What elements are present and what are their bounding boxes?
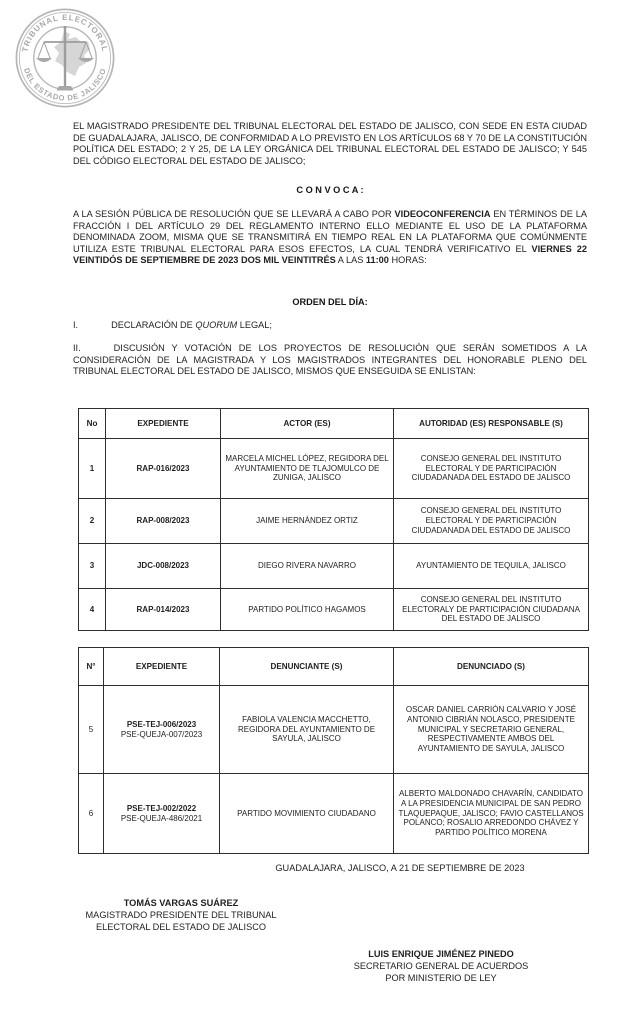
col-header-denunciado: DENUNCIADO (S) [394, 648, 589, 686]
tribunal-seal-logo [14, 8, 116, 108]
cell-autoridad: CONSEJO GENERAL DEL INSTITUTO ELECTORALY DE PARTICIPACIÓN CIUDADANA DEL ESTADO DE JALISCO [394, 589, 589, 631]
table-row [79, 544, 589, 589]
secretario-title-line1: SECRETARIO GENERAL DE ACUERDOS [353, 961, 529, 971]
cases-table-sancionadores [78, 647, 589, 854]
cell-autoridad: CONSEJO GENERAL DEL INSTITUTO ELECTORAL Y DE PARTICIPACIÓN CIUDADANADA DEL ESTADO DE JALISCO [394, 439, 589, 499]
convoca-heading: C O N V O C A : [296, 185, 364, 195]
cell-actor: DIEGO RIVERA NAVARRO [221, 544, 394, 589]
magistrado-name: TOMÁS VARGAS SUÁREZ [123, 898, 239, 908]
cell-expediente: RAP-016/2023 [106, 439, 221, 499]
col-header-expediente: EXPEDIENTE [106, 409, 221, 439]
secretario-name: LUIS ENRIQUE JIMÉNEZ PINEDO [368, 949, 514, 959]
cell-no: 5 [79, 686, 104, 774]
orden-del-dia-heading: ORDEN DEL DÍA: [292, 297, 368, 307]
cell-no: 3 [79, 544, 106, 589]
agenda-item-1: I. DECLARACIÓN DE QUORUM LEGAL; [73, 320, 272, 330]
cell-no: 6 [79, 774, 104, 854]
table-row [79, 589, 589, 631]
col-header-no: N° [79, 648, 104, 686]
cell-expediente: PSE-TEJ-006/2023 PSE-QUEJA-007/2023 [104, 686, 220, 774]
cell-actor: JAIME HERNÁNDEZ ORTIZ [221, 499, 394, 544]
session-paragraph: A LA SESIÓN PÚBLICA DE RESOLUCIÓN QUE SE LLEVARÁ A CABO POR VIDEOCONFERENCIA EN TÉRMINOS DE LA FRACCIÓN I DEL ARTÍCULO 29 DEL REGLAMENTO INTERNO ELLO MEDIANTE EL USO DE LA PLATAFORMA DENOMINADA ZOOM, MISMA QUE SE TRANSMITIRÁ EN TIEMPO REAL EN LA PLATAFORMA QUE COMÚNMENTE UTILIZA ESTE TRIBUNAL ELECTORAL PARA ESOS EFECTOS, LA CUAL TENDRÁ VERIFICATIVO EL VIERNES 22 VEINTIDÓS DE SEPTIEMBRE DE 2023 DOS MIL VEINTITRÉS A LAS 11:00 HORAS: [73, 209, 587, 266]
cell-denunciante: FABIOLA VALENCIA MACCHETTO, REGIDORA DEL AYUNTAMIENTO DE SAYULA, JALISCO [220, 686, 394, 774]
seal-top-text: TRIBUNAL ELECTORAL [20, 12, 110, 53]
magistrado-title-line1: MAGISTRADO PRESIDENTE DEL TRIBUNAL [85, 910, 277, 920]
jalisco-map-shape [54, 31, 90, 76]
cell-denunciado: OSCAR DANIEL CARRIÓN CALVARIO Y JOSÉ ANTONIO CIBRIÁN NOLASCO, PRESIDENTE MUNICIPAL Y SECRETARIO GENERAL, RESPECTIVAMENTE AMBOS DEL AYUNTAMIENTO DE SAYULA, JALISCO [394, 686, 589, 774]
signature-secretario [331, 948, 551, 984]
seal-bottom-text: DEL ESTADO DE JALISCO [21, 66, 109, 103]
doc-table [78, 647, 589, 854]
col-header-autoridad: AUTORIDAD (ES) RESPONSABLE (S) [394, 409, 589, 439]
col-header-denunciante: DENUNCIANTE (S) [220, 648, 394, 686]
signature-magistrado [61, 897, 301, 933]
cell-denunciante: PARTIDO MOVIMIENTO CIUDADANO [220, 774, 394, 854]
col-header-no: No [79, 409, 106, 439]
cell-denunciado: ALBERTO MALDONADO CHAVARÍN, CANDIDATO A LA PRESIDENCIA MUNICIPAL DE SAN PEDRO TLAQUEPAQUE, JALISCO; FAVIO CASTELLANOS POLANCO; ROSALIO ARREDONDO CHÁVEZ Y PARTIDO POLÍTICO MORENA [394, 774, 589, 854]
col-header-actor: ACTOR (ES) [221, 409, 394, 439]
cell-no: 4 [79, 589, 106, 631]
cell-expediente: JDC-008/2023 [106, 544, 221, 589]
magistrado-title-line2: ELECTORAL DEL ESTADO DE JALISCO [95, 922, 267, 932]
table-row [79, 439, 589, 499]
cell-no: 1 [79, 439, 106, 499]
cell-actor: MARCELA MICHEL LÓPEZ, REGIDORA DEL AYUNTAMIENTO DE TLAJOMULCO DE ZUNIGA, JALISCO [221, 439, 394, 499]
cell-no: 2 [79, 499, 106, 544]
table-row [79, 499, 589, 544]
cell-expediente: RAP-008/2023 [106, 499, 221, 544]
col-header-expediente: EXPEDIENTE [104, 648, 220, 686]
cell-expediente: PSE-TEJ-002/2022 PSE-QUEJA-486/2021 [104, 774, 220, 854]
intro-paragraph: EL MAGISTRADO PRESIDENTE DEL TRIBUNAL ELECTORAL DEL ESTADO DE JALISCO, CON SEDE EN ESTA CIUDAD DE GUADALAJARA, JALISCO, DE CONFORMIDAD A LO PREVISTO EN LOS ARTÍCULOS 68 Y 70 DE LA CONSTITUCIÓN POLÍTICA DEL ESTADO; 2 Y 25, DE LA LEY ORGÁNICA DEL TRIBUNAL ELECTORAL DEL ESTADO DE JALISCO; Y 545 DEL CÓDIGO ELECTORAL DEL ESTADO DE JALISCO; [73, 121, 587, 166]
agenda-item-2: II. DISCUSIÓN Y VOTACIÓN DE LOS PROYECTOS DE RESOLUCIÓN QUE SERÁN SOMETIDOS A LA CONSIDERACIÓN DE LA MAGISTRADA Y LOS MAGISTRADOS INTEGRANTES DEL HONORABLE PLENO DEL TRIBUNAL ELECTORAL DEL ESTADO DE JALISCO, MISMOS QUE ENSEGUIDA SE ENLISTAN: [73, 343, 587, 377]
secretario-title-line2: POR MINISTERIO DE LEY [385, 973, 497, 983]
table-row [79, 686, 589, 774]
cell-actor: PARTIDO POLÍTICO HAGAMOS [221, 589, 394, 631]
cell-expediente: RAP-014/2023 [106, 589, 221, 631]
date-line: GUADALAJARA, JALISCO, A 21 DE SEPTIEMBRE DE 2023 [275, 863, 525, 873]
cases-table-resoluciones [78, 408, 589, 631]
table-row [79, 774, 589, 854]
cell-autoridad: AYUNTAMIENTO DE TEQUILA, JALISCO [394, 544, 589, 589]
cell-autoridad: CONSEJO GENERAL DEL INSTITUTO ELECTORAL Y DE PARTICIPACIÓN CIUDADANADA DEL ESTADO DE JALISCO [394, 499, 589, 544]
doc-table [78, 408, 589, 631]
